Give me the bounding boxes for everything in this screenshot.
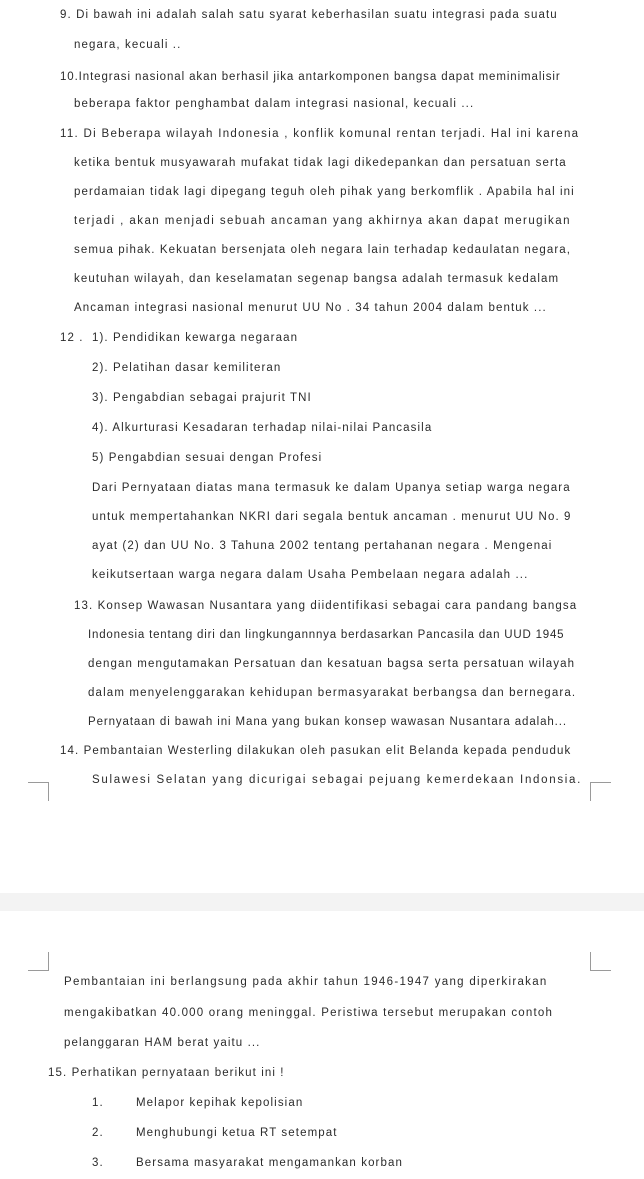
question-12-item-2: 2). Pelatihan dasar kemiliteran — [92, 362, 282, 374]
question-12-line-4: keikutsertaan warga negara dalam Usaha Pembelaan negara adalah ... — [92, 569, 529, 581]
question-13-line-3: dengan mengutamakan Persatuan dan kesatuan bagsa serta persatuan wilayah — [88, 658, 576, 670]
question-12-line-1: Dari Pernyataan diatas mana termasuk ke dalam Upanya setiap warga negara — [92, 482, 571, 494]
question-15-item-1: Melapor kepihak kepolisian — [136, 1097, 304, 1109]
question-14-line-4: mengakibatkan 40.000 orang meninggal. Peristiwa tersebut merupakan contoh — [64, 1007, 554, 1019]
question-11-line-3: perdamaian tidak lagi dipegang teguh oleh pihak yang berkomflik . Apabila hal ini — [74, 186, 575, 198]
question-14-line-5: pelanggaran HAM berat yaitu ... — [64, 1037, 261, 1049]
question-10-line-1: 10.Integrasi nasional akan berhasil jika antarkomponen bangsa dapat meminimalisir — [60, 71, 561, 83]
crop-mark-bottom-right — [590, 952, 611, 971]
question-11-line-5: semua pihak. Kekuatan bersenjata oleh negara lain terhadap kedaulatan negara, — [74, 244, 572, 256]
question-12-item-5: 5) Pengabdian sesuai dengan Profesi — [92, 452, 323, 464]
question-9-line-2: negara, kecuali .. — [74, 39, 182, 51]
question-11-line-2: ketika bentuk musyawarah mufakat tidak lagi dikedepankan dan persatuan serta — [74, 157, 567, 169]
question-11-line-7: Ancaman integrasi nasional menurut UU No . 34 tahun 2004 dalam bentuk ... — [74, 302, 547, 314]
question-12-item-4: 4). Alkurturasi Kesadaran terhadap nilai-nilai Pancasila — [92, 422, 433, 434]
question-15-item-1-number: 1. — [92, 1097, 104, 1109]
question-12-item-3: 3). Pengabdian sebagai prajurit TNI — [92, 392, 312, 404]
question-11-line-6: keutuhan wilayah, dan keselamatan segenap bangsa adalah termasuk kedalam — [74, 273, 560, 285]
question-15-item-2-number: 2. — [92, 1127, 104, 1139]
question-13-line-5: Pernyataan di bawah ini Mana yang bukan konsep wawasan Nusantara adalah... — [88, 716, 567, 728]
question-15-item-3-number: 3. — [92, 1157, 104, 1169]
question-13-line-4: dalam menyelenggarakan kehidupan bermasyarakat berbangsa dan bernegara. — [88, 687, 577, 699]
crop-mark-top-right — [590, 782, 611, 801]
question-9-line-1: 9. Di bawah ini adalah salah satu syarat keberhasilan suatu integrasi pada suatu — [60, 9, 558, 21]
crop-mark-top-left — [28, 782, 49, 801]
question-15-item-3: Bersama masyarakat mengamankan korban — [136, 1157, 403, 1169]
question-14-line-3: Pembantaian ini berlangsung pada akhir tahun 1946-1947 yang diperkirakan — [64, 976, 548, 988]
question-15-item-2: Menghubungi ketua RT setempat — [136, 1127, 338, 1139]
question-11-line-4: terjadi , akan menjadi sebuah ancaman yang akhirnya akan dapat merugikan — [74, 215, 571, 227]
question-15-line-1: 15. Perhatikan pernyataan berikut ini ! — [48, 1067, 285, 1079]
page-break — [0, 893, 644, 911]
question-12-line-2: untuk mempertahankan NKRI dari segala bentuk ancaman . menurut UU No. 9 — [92, 511, 572, 523]
crop-mark-bottom-left — [28, 952, 49, 971]
question-13-line-1: 13. Konsep Wawasan Nusantara yang diidentifikasi sebagai cara pandang bangsa — [74, 600, 578, 612]
question-14-line-1: 14. Pembantaian Westerling dilakukan oleh pasukan elit Belanda kepada penduduk — [60, 745, 572, 757]
question-12-number: 12 . — [60, 332, 84, 344]
question-12-item-1: 1). Pendidikan kewarga negaraan — [92, 332, 299, 344]
question-10-line-2: beberapa faktor penghambat dalam integrasi nasional, kecuali ... — [74, 98, 475, 110]
question-12-line-3: ayat (2) dan UU No. 3 Tahuna 2002 tentang pertahanan negara . Mengenai — [92, 540, 553, 552]
question-13-line-2: Indonesia tentang diri dan lingkungannnya berdasarkan Pancasila dan UUD 1945 — [88, 629, 565, 641]
question-11-line-1: 11. Di Beberapa wilayah Indonesia , konflik komunal rentan terjadi. Hal ini karena — [60, 128, 580, 140]
question-14-line-2: Sulawesi Selatan yang dicurigai sebagai pejuang kemerdekaan Indonsia. — [92, 774, 583, 786]
